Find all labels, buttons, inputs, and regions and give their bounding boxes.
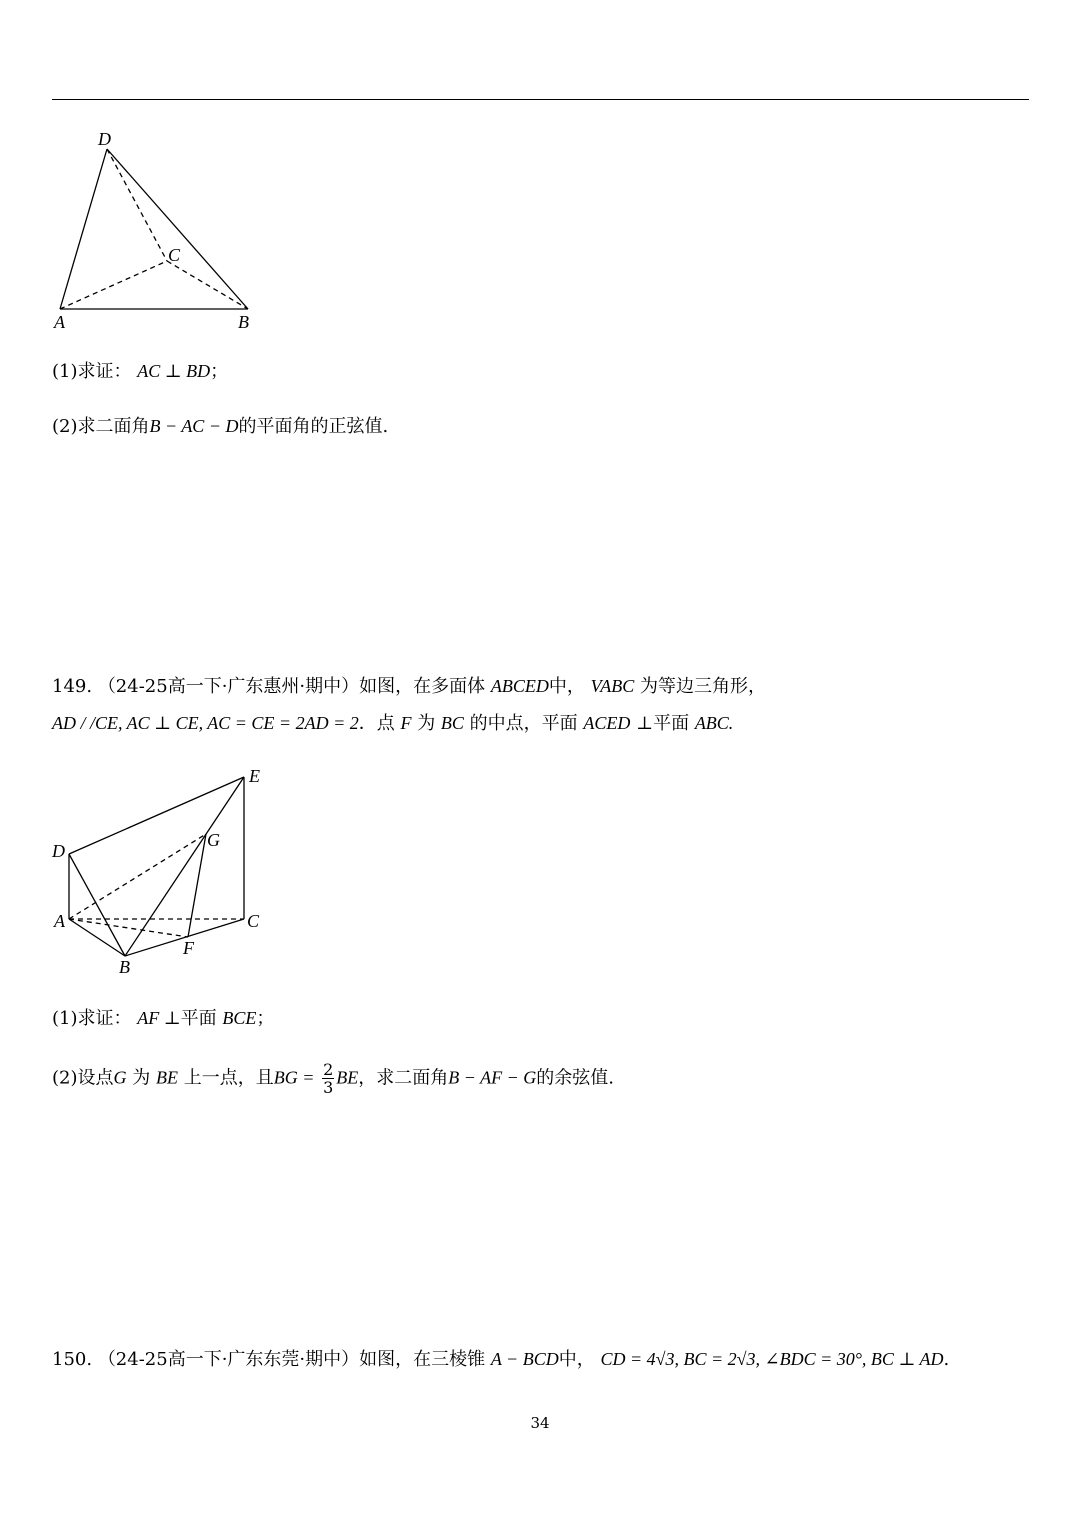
edge-ab (69, 919, 125, 956)
figure-tetrahedron-1 (40, 125, 300, 345)
label-f: F (183, 938, 194, 958)
edge-ag (69, 834, 206, 919)
label-a: A (54, 911, 65, 931)
q149-stem-line1: 149. （24-25高一下·广东惠州·期中）如图，在多面体 ABCED中， VABC 为等边三角形， (52, 676, 767, 697)
q148-part2: (2)求二面角B − AC − D的平面角的正弦值. (52, 416, 389, 437)
label-g: G (207, 830, 220, 850)
label-b: B (238, 312, 249, 332)
q150-stem: 150. （24-25高一下·广东东莞·期中）如图，在三棱锥 A − BCD中， CD = 4√3, BC = 2√3, ∠BDC = 30°, BC ⊥ AD. (52, 1349, 950, 1370)
q148-part1: (1)求证： AC ⊥ BD； (52, 361, 229, 382)
label-d: D (98, 129, 111, 149)
edge-cb (167, 261, 248, 309)
edge-db (107, 149, 248, 309)
q149-part2: (2)设点G 为 BE 上一点，且BG = $\frac{2}{3}$ BE，求二面角B − AF − G的余弦值. (52, 1060, 614, 1097)
label-b: B (119, 957, 130, 977)
edge-af (69, 919, 188, 937)
edge-ac (60, 261, 167, 309)
label-d: D (52, 841, 65, 861)
edge-da (60, 149, 107, 309)
page-number: 34 (530, 1414, 550, 1432)
q149-part1: (1)求证： AF ⊥平面 BCE； (52, 1008, 275, 1029)
q149-stem-line2: AD / /CE, AC ⊥ CE, AC = CE = 2AD = 2．点 F 为 BC 的中点，平面 ACED ⊥平面 ABC. (52, 713, 734, 734)
label-c: C (168, 245, 181, 265)
label-a: A (54, 312, 65, 332)
figure-polyhedron-abced (40, 760, 280, 980)
fraction-two-thirds: $\frac{2}{3}$ (323, 1060, 334, 1097)
edge-db (69, 854, 125, 956)
header-rule (52, 99, 1029, 100)
label-c: C (247, 911, 260, 931)
edge-fg (188, 834, 206, 937)
edge-dc (107, 149, 167, 261)
label-e: E (249, 766, 260, 786)
